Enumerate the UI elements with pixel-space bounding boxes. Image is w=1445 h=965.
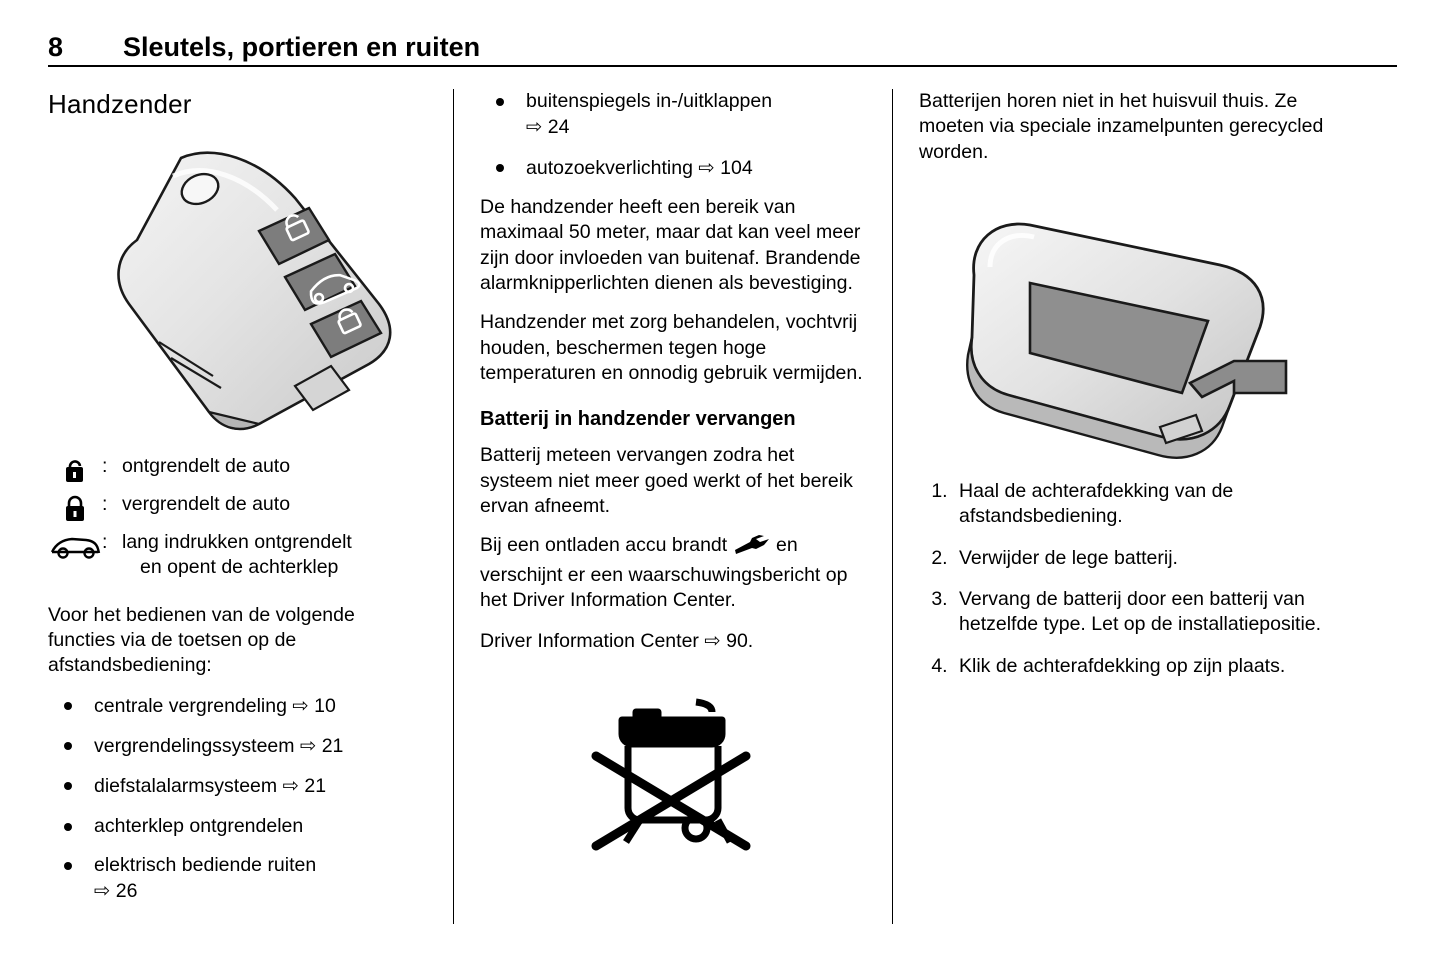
- wrench-icon: [733, 535, 771, 562]
- unlock-icon: [48, 454, 102, 486]
- reference-page: 21: [321, 735, 344, 758]
- list-item-label: centrale vergrendeling: [94, 694, 287, 717]
- dic-reference: [480, 628, 866, 654]
- legend-colon: :: [102, 493, 108, 515]
- intro-paragraph: Voor het bedienen van de volgende functies via de toetsen op de afstandsbediening:: [48, 603, 355, 677]
- list-item: [48, 693, 427, 719]
- function-list-continued: [480, 89, 866, 181]
- page-columns: [48, 89, 1397, 924]
- column-right: [893, 89, 1348, 924]
- column-left: [48, 89, 453, 924]
- dic-reference-label: Driver Information Center: [480, 629, 699, 652]
- legend-row: [48, 530, 427, 581]
- page-title: Sleutels, portieren en ruiten: [123, 32, 481, 62]
- list-item-label: elektrisch bediende ruiten: [94, 854, 317, 877]
- reference-page: 10: [314, 694, 336, 717]
- reference-arrow-icon: ⇨: [299, 734, 317, 758]
- figure-remote-key: [48, 136, 427, 436]
- legend-text: vergrendelt de auto: [122, 493, 291, 515]
- low-battery-text-post: en verschijnt er een waarschuwingsbericht op het Driver Information Center.: [480, 534, 848, 612]
- reference-arrow-icon: ⇨: [292, 693, 309, 717]
- reference-arrow-icon: ⇨: [526, 115, 543, 139]
- figure-recycling-bin: [480, 668, 866, 853]
- list-item-label: diefstalalarmsysteem: [94, 775, 278, 798]
- column-middle: [453, 89, 893, 924]
- legend-text-main: lang indrukken ontgrendelt: [122, 531, 352, 553]
- reference-arrow-icon: ⇨: [282, 774, 299, 798]
- list-item-label: autozoekverlichting: [526, 156, 693, 179]
- reference-page: 24: [547, 116, 570, 139]
- low-battery-text-pre: Bij een ontladen accu brandt: [480, 534, 728, 557]
- replacement-steps: [919, 479, 1348, 679]
- reference-arrow-icon: ⇨: [698, 155, 715, 179]
- button-legend: [48, 454, 427, 581]
- legend-row: [48, 492, 427, 524]
- legend-text: ontgrendelt de auto: [122, 455, 291, 477]
- legend-text: [122, 530, 427, 581]
- list-item: [480, 155, 866, 181]
- list-item: [480, 89, 866, 141]
- range-paragraph: De handzender heeft een bereik van maximaal 50 meter, maar dat kan veel meer zijn door invloeden van buitenaf. Brandende alarmknipperlichten dienen als bevestiging.: [480, 196, 861, 295]
- function-list: [48, 693, 427, 905]
- reference-page: 104: [720, 156, 753, 179]
- list-item-label: vergrendelingssysteem: [94, 735, 295, 758]
- legend-row: [48, 454, 427, 486]
- tailgate-icon: [48, 530, 102, 562]
- list-item: 3. Vervang de batterij door een batterij van hetzelfde type. Let op de installatiepositie.: [953, 587, 1348, 638]
- list-item-label: buitenspiegels in-/uitklappen: [526, 90, 773, 112]
- page-number: 8: [48, 32, 64, 62]
- list-item: 2. Verwijder de lege batterij.: [953, 546, 1348, 571]
- subsection-title-battery: Batterij in handzender vervangen: [480, 408, 796, 431]
- legend-colon: :: [102, 455, 108, 477]
- lock-icon: [48, 492, 102, 524]
- section-title-handzender: Handzender: [48, 89, 192, 119]
- figure-remote-back-cover: [919, 179, 1348, 469]
- reference-arrow-icon: ⇨: [704, 628, 721, 652]
- list-item: [48, 814, 427, 839]
- reference-page: 21: [304, 775, 327, 798]
- dic-reference-page: 90.: [726, 629, 754, 652]
- handling-paragraph: Handzender met zorg behandelen, vochtvrij houden, beschermen tegen hoge temperaturen en onnodig gebruik vermijden.: [480, 311, 863, 385]
- list-item: [48, 853, 427, 905]
- recycling-paragraph: Batterijen horen niet in het huisvuil thuis. Ze moeten via speciale inzamelpunten gerecycled worden.: [919, 90, 1324, 163]
- reference-page: 26: [115, 880, 138, 903]
- legend-text-cont: en opent de achterklep: [140, 556, 339, 579]
- low-battery-paragraph: [480, 533, 866, 613]
- list-item: [48, 773, 427, 799]
- legend-colon: :: [102, 531, 108, 553]
- reference-arrow-icon: ⇨: [94, 879, 111, 903]
- list-item: [48, 733, 427, 759]
- list-item: 1. Haal de achterafdekking van de afstandsbediening.: [953, 479, 1348, 530]
- list-item-label: achterklep ontgrendelen: [94, 814, 304, 837]
- page-header: [48, 34, 1397, 67]
- battery-paragraph: Batterij meteen vervangen zodra het systeem niet meer goed werkt of het bereik ervan afneemt.: [480, 444, 853, 518]
- list-item: 4. Klik de achterafdekking op zijn plaats.: [953, 654, 1348, 679]
